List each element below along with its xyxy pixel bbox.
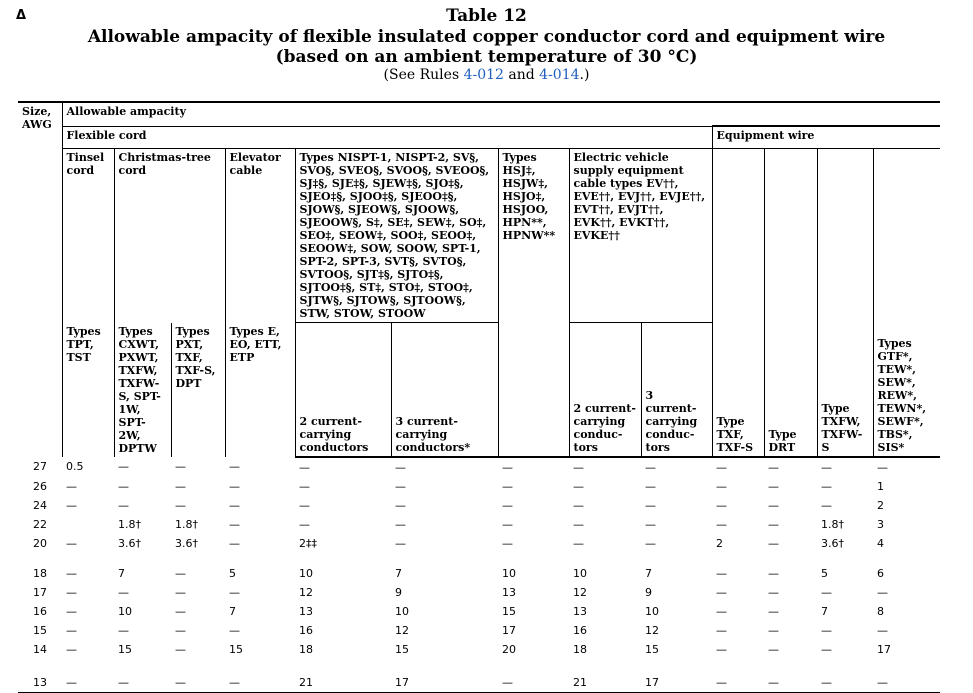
- cell-tpt: —: [66, 536, 77, 550]
- cell-three-cc: 15: [395, 642, 409, 656]
- table-row: [18, 640, 940, 659]
- cell-cxwt: 10: [118, 604, 132, 618]
- cell-ev-three-cc: —: [645, 479, 656, 493]
- cell-pxt: —: [175, 623, 186, 637]
- cell-ev-two-cc: 18: [573, 642, 587, 656]
- cell-size: 24: [33, 498, 47, 512]
- equipment-wire-header: Equipment wire: [712, 126, 940, 149]
- cell-ev-two-cc: 12: [573, 585, 587, 599]
- cell-hsj: —: [498, 659, 569, 693]
- cell-gtf: 6: [877, 566, 884, 580]
- cell-ev-two-cc: 16: [573, 623, 587, 637]
- table-row: [18, 477, 940, 496]
- rule-4-014-link[interactable]: 4-014: [539, 67, 580, 83]
- cell-cxwt: —: [118, 498, 129, 512]
- cell-three-cc: 12: [395, 623, 409, 637]
- cell-drt: —: [768, 498, 779, 512]
- cell-three-cc: —: [395, 479, 406, 493]
- cell-tpt: —: [66, 642, 77, 656]
- txfw-type-header: Type TXFW, TXFW-S: [817, 149, 873, 457]
- cell-txf: 2: [716, 536, 723, 550]
- cell-three-cc: —: [395, 517, 406, 531]
- size-header: Size, AWG: [18, 102, 62, 457]
- cell-two-cc: —: [299, 479, 310, 493]
- cell-cxwt: 7: [118, 566, 125, 580]
- cell-type-e: —: [229, 479, 240, 493]
- cell-ev-three-cc: 9: [645, 585, 652, 599]
- cell-txf: —: [716, 585, 727, 599]
- cell-hsj: 15: [502, 604, 516, 618]
- see-rules-note: [0, 67, 973, 83]
- cell-pxt: —: [175, 642, 186, 656]
- cell-ev-two-cc: —: [573, 460, 584, 474]
- cell-txf: —: [716, 498, 727, 512]
- cell-tpt: —: [66, 566, 77, 580]
- cell-two-cc: 21: [295, 659, 391, 693]
- cell-pxt: —: [171, 659, 225, 693]
- cell-pxt: 1.8†: [175, 517, 198, 531]
- cell-size: 18: [33, 566, 47, 580]
- cell-txfw: —: [821, 642, 832, 656]
- cell-type-e: —: [229, 585, 240, 599]
- cell-size: 20: [33, 536, 47, 550]
- cell-ev-two-cc: —: [573, 479, 584, 493]
- cell-size: 22: [33, 517, 47, 531]
- cell-two-cc: —: [299, 498, 310, 512]
- table-row: [18, 602, 940, 621]
- cell-txfw: —: [821, 479, 832, 493]
- table-row: [18, 457, 940, 477]
- cell-type-e: —: [229, 536, 240, 550]
- cell-ev-two-cc: 10: [573, 566, 587, 580]
- table-subtitle: (based on an ambient temperature of 30 °C): [275, 47, 698, 67]
- elevator-cable-header: Elevator cable: [225, 149, 295, 323]
- cell-cxwt: —: [118, 585, 129, 599]
- cell-size: 17: [33, 585, 47, 599]
- cell-two-cc: 18: [299, 642, 313, 656]
- cell-size: 15: [33, 623, 47, 637]
- cell-three-cc: 9: [395, 585, 402, 599]
- cell-two-cc: 10: [299, 566, 313, 580]
- cell-cxwt: —: [118, 459, 129, 473]
- elevator-types-header: Types E, EO, ETT, ETP: [225, 323, 295, 457]
- table-row: [18, 659, 940, 693]
- cell-txf: —: [716, 460, 727, 474]
- cell-gtf: 8: [877, 604, 884, 618]
- cell-size: 16: [33, 604, 47, 618]
- gtf-types-header: Types GTF*, TEW*, SEW*, REW*, TEWN*, SEWF*, TBS*, SIS*: [873, 149, 940, 457]
- cell-hsj: 13: [502, 585, 516, 599]
- cell-hsj: —: [502, 498, 513, 512]
- cell-cxwt: —: [118, 623, 129, 637]
- cell-drt: —: [768, 460, 779, 474]
- cell-type-e: —: [229, 459, 240, 473]
- cell-txf: —: [716, 517, 727, 531]
- cell-txf: —: [716, 623, 727, 637]
- cell-cxwt: 3.6†: [118, 536, 141, 550]
- allowable-ampacity-header: Allowable ampacity: [62, 102, 940, 126]
- cell-cxwt: 15: [118, 642, 132, 656]
- cell-tpt: [62, 515, 114, 534]
- cell-two-cc: 12: [299, 585, 313, 599]
- cell-size: 13: [18, 659, 62, 693]
- table-title: Allowable ampacity of flexible insulated copper conductor cord and equipment wire: [87, 27, 886, 47]
- hsj-bottom-spacer: [498, 323, 569, 457]
- cell-ev-three-cc: —: [645, 460, 656, 474]
- christmas-tree-cord-header: Christmas-tree cord: [114, 149, 225, 323]
- cell-two-cc: 13: [299, 604, 313, 618]
- table-number: Table 12: [446, 6, 527, 26]
- cell-pxt: —: [175, 566, 186, 580]
- ev-three-conductor-header: 3 current-carrying conduc-tors: [641, 323, 712, 457]
- txf-type-header: Type TXF, TXF-S: [712, 149, 764, 457]
- cell-hsj: 10: [502, 566, 516, 580]
- cell-tpt: 0.5: [66, 459, 84, 473]
- cell-type-e: 5: [229, 566, 236, 580]
- cell-drt: —: [768, 536, 779, 550]
- cell-pxt: —: [175, 479, 186, 493]
- cell-two-cc: —: [299, 460, 310, 474]
- pxt-types-header: Types PXT, TXF, TXF-S, DPT: [171, 323, 225, 457]
- cell-ev-two-cc: 13: [573, 604, 587, 618]
- cell-gtf: 1: [877, 479, 884, 493]
- table-row: [18, 583, 940, 602]
- cell-txf: —: [716, 479, 727, 493]
- nispt-types-header: Types NISPT-1, NISPT-2, SV§, SVO§, SVEO§, SVOO§, SVEOO§, SJ‡§, SJE‡§, SJEW‡§, SJO‡§, SJEO‡§, SJOO‡§, SJEOO‡§, SJOW§, SJEOW§, SJOOW§, SJEOOW§, S‡, SE‡, SEW‡, SO‡, SEO‡, SEOW‡, SOO‡, SEOO‡, SEOOW‡, SOW, SOOW, SPT-1, SPT-2, SPT-3, SVT§, SVTO§, SVTOO§, SJT‡§, SJTO‡§, SJTOO‡§, ST‡, STO‡, STOO‡, SJTW§, SJTOW§, SJTOOW§, STW, STOW, STOOW: [295, 149, 498, 323]
- cell-three-cc: 17: [391, 659, 498, 693]
- cell-drt: —: [768, 585, 779, 599]
- table-row: [18, 534, 940, 553]
- cell-type-e: 15: [229, 642, 243, 656]
- cell-tpt: —: [62, 659, 114, 693]
- cell-hsj: —: [502, 460, 513, 474]
- cell-tpt: —: [66, 604, 77, 618]
- cell-ev-two-cc: —: [573, 498, 584, 512]
- cell-ev-three-cc: —: [645, 517, 656, 531]
- cell-three-cc: —: [395, 536, 406, 550]
- cell-two-cc: 16: [299, 623, 313, 637]
- cell-txfw: 3.6†: [821, 536, 844, 550]
- ev-cable-types-header: Electric vehicle supply equipment cable types EV††, EVE††, EVJ††, EVJE††, EVT††, EVJT††, EVK††, EVKT††, EVKE††: [569, 149, 712, 323]
- cell-ev-two-cc: 21: [569, 659, 641, 693]
- cell-three-cc: 10: [395, 604, 409, 618]
- cell-gtf: 17: [877, 642, 891, 656]
- rule-4-012-link[interactable]: 4-012: [463, 67, 504, 83]
- cell-tpt: —: [66, 623, 77, 637]
- cell-type-e: —: [229, 623, 240, 637]
- cell-three-cc: —: [395, 498, 406, 512]
- cell-tpt: —: [66, 498, 77, 512]
- cell-txfw: —: [821, 585, 832, 599]
- cell-pxt: —: [175, 604, 186, 618]
- cell-txfw: —: [821, 498, 832, 512]
- revision-delta-marker: Δ: [16, 8, 27, 23]
- cell-drt: —: [764, 659, 817, 693]
- cell-drt: —: [768, 642, 779, 656]
- cell-gtf: 3: [877, 517, 884, 531]
- see-prefix: (See Rules: [383, 67, 464, 83]
- table-row: [18, 515, 940, 534]
- cell-size: 14: [33, 642, 47, 656]
- cell-txf: —: [716, 642, 727, 656]
- cell-two-cc: —: [299, 517, 310, 531]
- cell-type-e: 7: [229, 604, 236, 618]
- cell-hsj: 17: [502, 623, 516, 637]
- cell-drt: —: [768, 604, 779, 618]
- cell-cxwt: —: [114, 659, 171, 693]
- cell-cxwt: 1.8†: [118, 517, 141, 531]
- cell-three-cc: 7: [395, 566, 402, 580]
- cell-gtf: —: [877, 460, 888, 474]
- cell-hsj: 20: [502, 642, 516, 656]
- cell-ev-three-cc: 15: [645, 642, 659, 656]
- table-row: [18, 553, 940, 583]
- tinsel-cord-header: Tinsel cord: [62, 149, 114, 323]
- cell-gtf: —: [877, 623, 888, 637]
- cell-tpt: —: [66, 585, 77, 599]
- tpt-types-header: Types TPT, TST: [62, 323, 114, 457]
- ampacity-rows: [18, 457, 940, 693]
- cell-hsj: —: [502, 479, 513, 493]
- cell-txf: —: [716, 566, 727, 580]
- cell-pxt: —: [175, 498, 186, 512]
- cell-hsj: —: [502, 536, 513, 550]
- cell-type-e: —: [225, 659, 295, 693]
- cell-type-e: —: [229, 517, 240, 531]
- two-conductor-header: 2 current-carrying conductors: [295, 323, 391, 457]
- cell-txfw: —: [821, 623, 832, 637]
- cell-size: 27: [33, 459, 47, 473]
- cell-txfw: —: [817, 659, 873, 693]
- cell-pxt: —: [175, 459, 186, 473]
- cell-pxt: 3.6†: [175, 536, 198, 550]
- cell-gtf: 2: [877, 498, 884, 512]
- cell-txfw: 1.8†: [821, 517, 844, 531]
- flexible-cord-header: Flexible cord: [62, 126, 712, 149]
- cell-txfw: 5: [821, 566, 828, 580]
- cell-ev-two-cc: —: [573, 517, 584, 531]
- cell-gtf: —: [877, 585, 888, 599]
- table-row: [18, 496, 940, 515]
- see-suffix: .): [579, 67, 590, 83]
- cell-ev-three-cc: 12: [645, 623, 659, 637]
- cell-drt: —: [768, 517, 779, 531]
- cell-gtf: 4: [877, 536, 884, 550]
- see-and: and: [503, 67, 540, 83]
- cell-tpt: —: [66, 479, 77, 493]
- cell-drt: —: [768, 566, 779, 580]
- cell-pxt: —: [175, 585, 186, 599]
- cell-txf: —: [716, 604, 727, 618]
- hsj-types-header: Types HSJ‡, HSJW‡, HSJO‡, HSJOO, HPN**, HPNW**: [498, 149, 569, 323]
- cell-ev-three-cc: 7: [645, 566, 652, 580]
- cell-txfw: 7: [821, 604, 828, 618]
- cell-drt: —: [768, 623, 779, 637]
- ev-two-conductor-header: 2 current-carrying conduc-tors: [569, 323, 641, 457]
- cell-ev-three-cc: 10: [645, 604, 659, 618]
- cell-ev-three-cc: 17: [641, 659, 712, 693]
- cell-three-cc: —: [395, 460, 406, 474]
- cell-txf: —: [712, 659, 764, 693]
- cell-ev-two-cc: —: [573, 536, 584, 550]
- cell-ev-three-cc: —: [645, 498, 656, 512]
- cell-gtf: —: [873, 659, 940, 693]
- three-conductor-header: 3 current-carrying conductors*: [391, 323, 498, 457]
- table-row: [18, 621, 940, 640]
- cxwt-types-header: Types CXWT, PXWT, TXFW, TXFW-S, SPT-1W, SPT-2W, DPTW: [114, 323, 171, 457]
- cell-size: 26: [33, 479, 47, 493]
- ampacity-table: [18, 101, 940, 693]
- cell-cxwt: —: [118, 479, 129, 493]
- cell-two-cc: 2‡‡: [299, 536, 317, 550]
- cell-txfw: —: [821, 460, 832, 474]
- drt-type-header: Type DRT: [764, 149, 817, 457]
- cell-hsj: —: [502, 517, 513, 531]
- cell-type-e: —: [229, 498, 240, 512]
- cell-ev-three-cc: —: [645, 536, 656, 550]
- cell-drt: —: [768, 479, 779, 493]
